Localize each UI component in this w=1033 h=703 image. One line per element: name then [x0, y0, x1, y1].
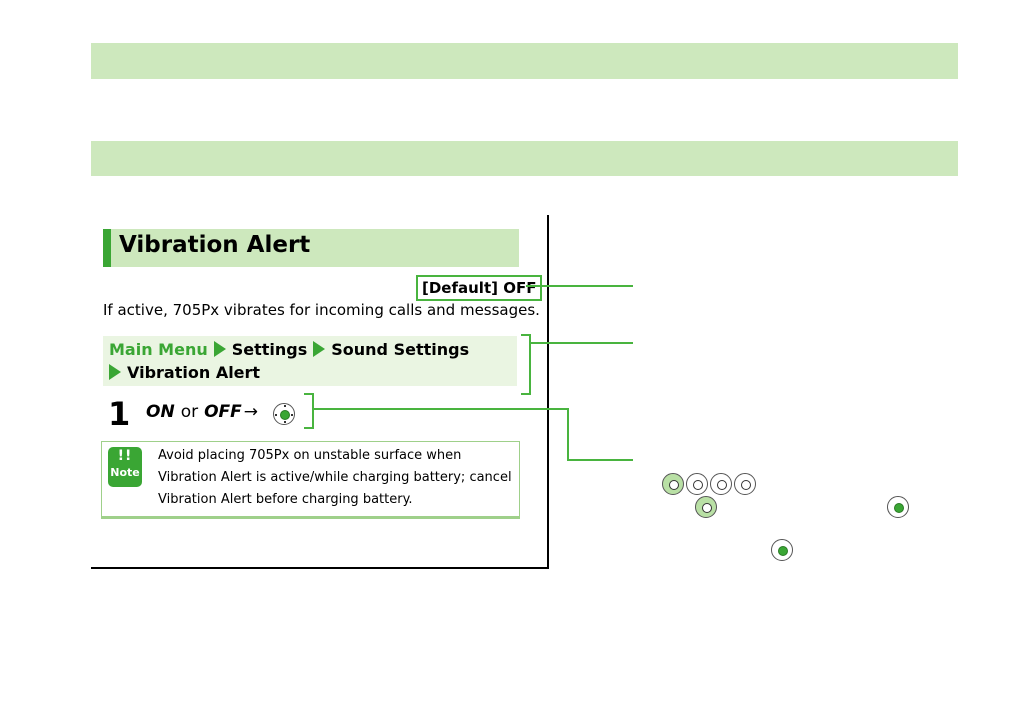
- option-off: OFF: [204, 402, 242, 422]
- callout-bracket-path: [521, 335, 530, 394]
- path-main-menu: Main Menu: [109, 340, 208, 359]
- center-key-icon: [771, 539, 793, 561]
- note-text: Avoid placing 705Px on unstable surface when Vibration Alert is active/while charging battery; cancel Vibration Alert before charging battery.: [158, 448, 512, 507]
- or-word: or: [180, 402, 199, 422]
- path-arrow-icon: [109, 364, 121, 380]
- header-band-second: [91, 141, 958, 176]
- function-title-bar: [103, 229, 519, 267]
- path-sound-settings: Sound Settings: [331, 340, 470, 359]
- directional-key-icon: [662, 473, 684, 495]
- option-on: ON: [146, 402, 175, 422]
- menu-path-row-1: [109, 340, 469, 359]
- sample-frame-bottom-border: [91, 567, 549, 569]
- center-key-icon: [887, 496, 909, 518]
- directional-key-icon: [734, 473, 756, 495]
- step-instruction: [146, 402, 260, 422]
- step-number: 1: [108, 395, 131, 433]
- note-icon: !! Note: [108, 447, 142, 487]
- header-band-top: [91, 43, 958, 79]
- title-accent-stripe: [103, 229, 111, 267]
- path-arrow-icon: [313, 341, 325, 357]
- path-arrow-icon: [214, 341, 226, 357]
- directional-key-icon: [710, 473, 732, 495]
- sample-frame-right-border: [547, 215, 549, 569]
- path-vibration-alert: Vibration Alert: [127, 363, 261, 382]
- directional-key-icon: [686, 473, 708, 495]
- function-description: If active, 705Px vibrates for incoming calls and messages.: [103, 301, 540, 319]
- function-title: Vibration Alert: [119, 232, 311, 258]
- default-setting-badge: [Default] OFF: [416, 275, 542, 301]
- directional-key-icon: [695, 496, 717, 518]
- menu-path-box: [103, 336, 517, 386]
- note-box: [101, 441, 520, 517]
- center-key-icon: [273, 403, 295, 425]
- step-arrow: →: [243, 402, 259, 422]
- path-settings: Settings: [231, 340, 308, 359]
- menu-path-row-2: [109, 363, 260, 382]
- callout-bracket-step: [304, 394, 313, 428]
